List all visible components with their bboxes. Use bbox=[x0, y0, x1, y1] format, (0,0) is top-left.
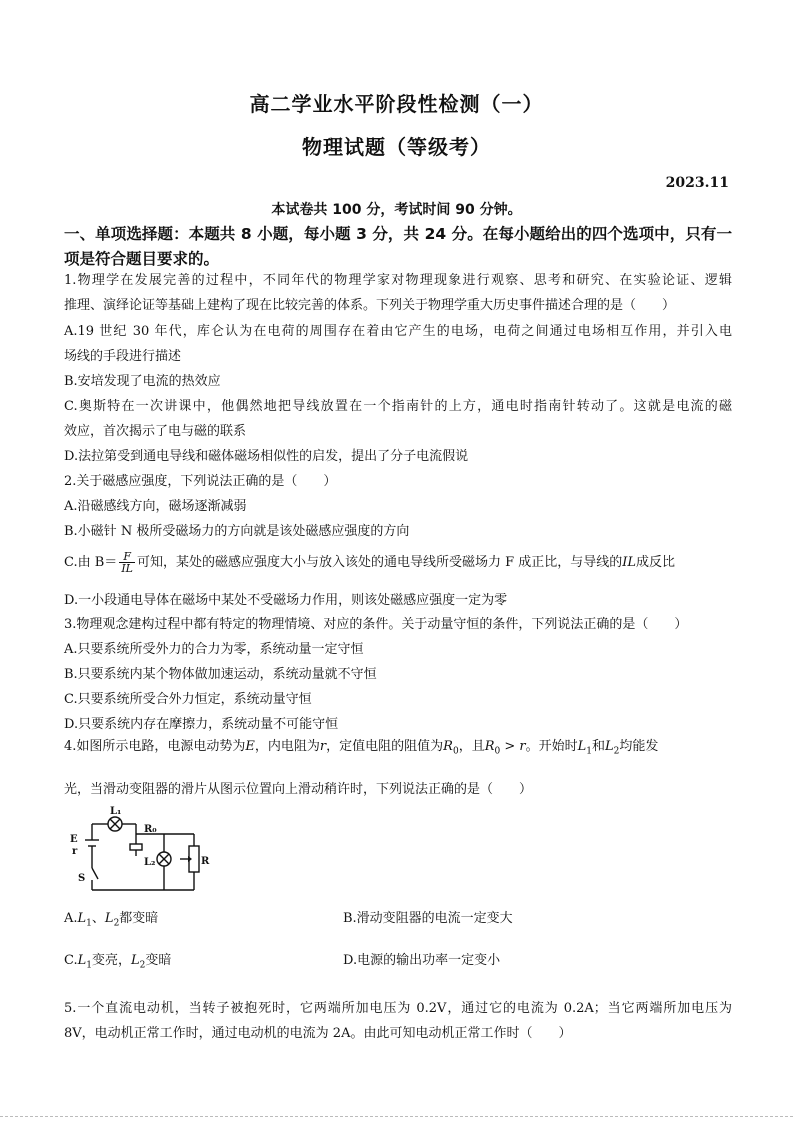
q4-text: 4.如图所示电路，电源电动势为 bbox=[64, 739, 246, 754]
label-l2: L₂ bbox=[144, 857, 156, 868]
subscript: 2 bbox=[613, 746, 620, 757]
q1-option-a-line2: 场线的手段进行描述 bbox=[64, 349, 182, 364]
q1-stem-line2: 推理、演绎论证等基础上建构了现在比较完善的体系。下列关于物理学重大历史事件描述合理的是（ ） bbox=[64, 298, 676, 313]
option-text: 都变暗 bbox=[119, 911, 159, 926]
section-heading-line2: 项是符合题目要求的。 bbox=[64, 250, 220, 268]
symbol-l: L bbox=[131, 953, 140, 968]
q3-option-b: B.只要系统内某个物体做加速运动，系统动量就不守恒 bbox=[64, 667, 377, 682]
q4-option-b: B.滑动变阻器的电流一定变大 bbox=[343, 911, 513, 926]
exam-subtitle: 物理试题（等级考） bbox=[302, 135, 491, 159]
symbol-l: L bbox=[577, 739, 587, 754]
symbol-r: r bbox=[519, 739, 526, 754]
q4-text: ，定值电阻的阻值为 bbox=[326, 739, 444, 754]
option-text: 变亮， bbox=[92, 953, 132, 968]
q3-option-d: D.只要系统内存在摩擦力，系统动量不可能守恒 bbox=[64, 717, 339, 732]
q2-stem: 2.关于磁感应强度，下列说法正确的是（ ） bbox=[64, 474, 337, 489]
subscript: 1 bbox=[586, 746, 593, 757]
q4-text: ，内电阻为 bbox=[254, 739, 320, 754]
q4-option-a bbox=[64, 910, 158, 933]
q1-option-c-line1: C.奥斯特在一次讲课中，他偶然地把导线放置在一个指南针的上方，通电时指南针转动了。这就是电流的磁 bbox=[64, 399, 732, 414]
label-r0: R₀ bbox=[144, 824, 157, 835]
fraction-denominator: IL bbox=[121, 562, 133, 575]
q3-stem: 3.物理观念建构过程中都有特定的物理情境、对应的条件。关于动量守恒的条件，下列说法正确的是（ ） bbox=[64, 617, 688, 632]
symbol-gt: > bbox=[500, 739, 520, 754]
q4-text: 均能发 bbox=[619, 739, 659, 754]
subscript: 1 bbox=[86, 960, 92, 971]
q2-option-c-middle: 可知，某处的磁感应强度大小与放入该处的通电导线所受磁场力 F 成正比，与导线的 bbox=[136, 555, 623, 570]
subscript: 0 bbox=[452, 746, 459, 757]
subscript: 2 bbox=[139, 960, 146, 971]
q2-option-b: B.小磁针 N 极所受磁场力的方向就是该处磁感应强度的方向 bbox=[64, 524, 410, 539]
q2-option-c-suffix: 成反比 bbox=[636, 555, 676, 570]
subscript: 2 bbox=[113, 918, 120, 929]
label-r: R bbox=[201, 856, 210, 867]
q5-stem-line2: 8V，电动机正常工作时，通过电动机的电流为 2A。由此可知电动机正常工作时（ ） bbox=[64, 1026, 572, 1041]
q4-stem-line2: 光，当滑动变阻器的滑片从图示位置向上滑动稍许时，下列说法正确的是（ ） bbox=[64, 782, 533, 797]
q5-stem-line1: 5.一个直流电动机，当转子被抱死时，它两端所加电压为 0.2V，通过它的电流为 0.2A；当它两端所加电压为 bbox=[64, 1001, 732, 1016]
q1-stem-line1: 1.物理学在发展完善的过程中，不同年代的物理学家对物理现象进行观察、思考和研究、在实验论证、逻辑 bbox=[64, 273, 732, 288]
symbol-r: r bbox=[319, 739, 327, 754]
q2-option-c bbox=[64, 551, 732, 574]
section-heading bbox=[64, 222, 732, 272]
q3-option-a: A.只要系统所受外力的合力为零，系统动量一定守恒 bbox=[64, 642, 364, 657]
q1-option-a-line1: A.19 世纪 30 年代，库仑认为在电荷的周围存在着由它产生的电场，电荷之间通过电场相互作用，并引入电 bbox=[64, 324, 732, 339]
subscript: 1 bbox=[86, 918, 92, 929]
q1-option-d: D.法拉第受到通电导线和磁体磁场相似性的启发，提出了分子电流假说 bbox=[64, 449, 469, 464]
label-internal-r: r bbox=[72, 846, 78, 857]
formula-fraction bbox=[119, 551, 135, 574]
q3-option-c: C.只要系统所受合外力恒定，系统动量守恒 bbox=[64, 692, 312, 707]
q2-option-d: D.一小段通电导体在磁场中某处不受磁场力作用，则该处磁感应强度一定为零 bbox=[64, 593, 508, 608]
label-e: E bbox=[70, 834, 78, 845]
q4-text: 和 bbox=[592, 739, 606, 754]
section-heading-line1: 一、单项选择题：本题共 8 小题，每小题 3 分，共 24 分。在每小题给出的四个选项中，只有一 bbox=[64, 225, 732, 243]
symbol-e: E bbox=[245, 739, 255, 754]
separator: 、 bbox=[91, 911, 105, 926]
symbol-l: L bbox=[77, 911, 87, 926]
page-bottom-divider bbox=[0, 1116, 793, 1117]
q2-option-a: A.沿磁感线方向，磁场逐渐减弱 bbox=[64, 499, 247, 514]
q2-option-c-prefix: C.由 B＝ bbox=[64, 555, 118, 570]
q4-option-c bbox=[64, 952, 171, 975]
symbol-r0: R bbox=[484, 739, 495, 754]
q2-option-c-il: IL bbox=[622, 555, 637, 570]
exam-title: 高二学业水平阶段性检测（一） bbox=[249, 92, 544, 116]
circuit-diagram bbox=[64, 806, 214, 896]
symbol-l: L bbox=[104, 911, 114, 926]
q1-option-c-line2: 效应，首次揭示了电与磁的联系 bbox=[64, 424, 247, 439]
exam-date: 2023.11 bbox=[665, 175, 729, 191]
subscript: 0 bbox=[494, 746, 501, 757]
q4-text: ，且 bbox=[458, 739, 485, 754]
option-prefix: C. bbox=[64, 953, 78, 968]
option-text: 变暗 bbox=[145, 953, 172, 968]
q4-option-d: D.电源的输出功率一定变小 bbox=[343, 953, 501, 968]
symbol-l: L bbox=[605, 739, 614, 754]
label-s: S bbox=[78, 873, 86, 884]
exam-info: 本试卷共 100 分，考试时间 90 分钟。 bbox=[271, 202, 522, 218]
symbol-l: L bbox=[77, 953, 87, 968]
fraction-numerator: F bbox=[119, 551, 135, 563]
q1-option-b: B.安培发现了电流的热效应 bbox=[64, 374, 221, 389]
q4-text: 。开始时 bbox=[525, 739, 578, 754]
option-prefix: A. bbox=[64, 911, 78, 926]
q4-stem-line1 bbox=[64, 738, 732, 761]
symbol-r0: R bbox=[443, 739, 453, 754]
label-l1: L₁ bbox=[110, 806, 122, 817]
